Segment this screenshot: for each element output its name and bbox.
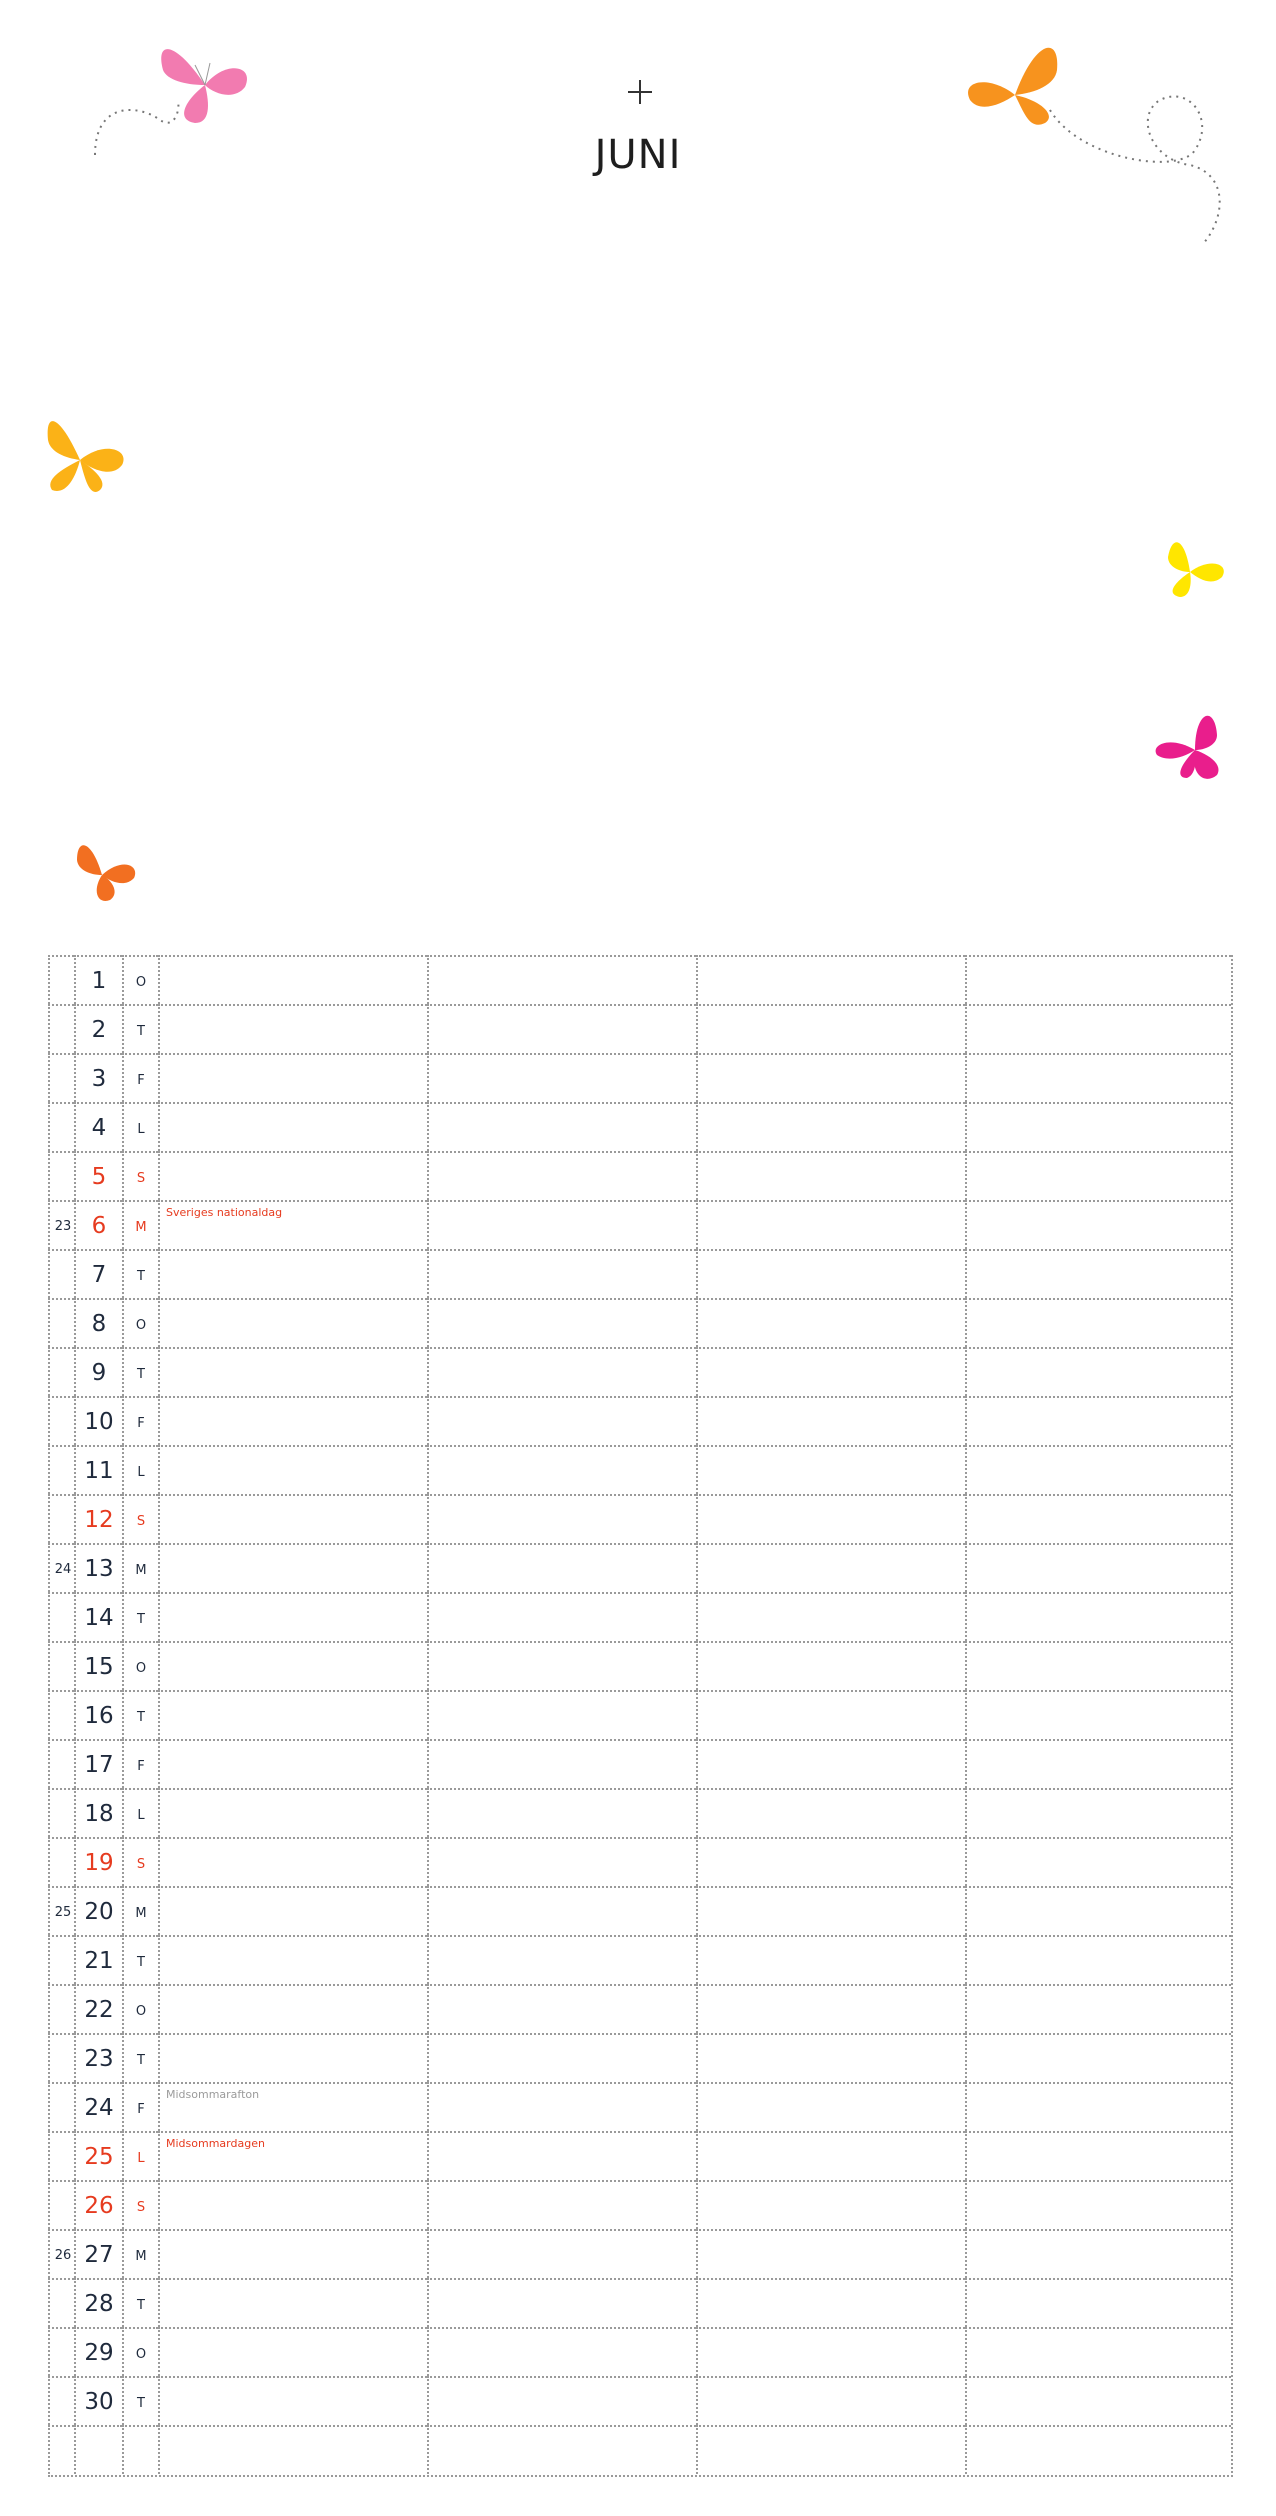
day-number: 19 [74, 1837, 122, 1886]
week-cell [48, 2033, 74, 2082]
note-cell-3[interactable] [696, 1837, 965, 1886]
note-cell-4[interactable] [965, 2376, 1231, 2425]
note-cell-3[interactable] [696, 1788, 965, 1837]
note-cell-3[interactable] [696, 1886, 965, 1935]
note-cell-1[interactable] [158, 2180, 427, 2229]
note-cell-4[interactable] [965, 1592, 1231, 1641]
weekday-letter: T [122, 2376, 158, 2425]
butterfly-yellow-icon [1168, 542, 1224, 597]
day-number: 11 [74, 1445, 122, 1494]
day-row [48, 1592, 1231, 1641]
week-number: 24 [54, 1562, 72, 1577]
note-cell-1[interactable] [158, 1249, 427, 1298]
day-number: 20 [74, 1886, 122, 1935]
note-cell-2[interactable] [427, 1004, 696, 1053]
week-cell [48, 1445, 74, 1494]
day-row [48, 1739, 1231, 1788]
note-cell-3[interactable] [696, 1543, 965, 1592]
note-cell-2[interactable] [427, 1396, 696, 1445]
day-number: 13 [74, 1543, 122, 1592]
note-cell-4[interactable] [965, 1151, 1231, 1200]
day-row [48, 2376, 1231, 2425]
note-cell-4[interactable] [965, 1200, 1231, 1249]
day-row [48, 1004, 1231, 1053]
note-cell-4[interactable] [965, 1543, 1231, 1592]
holiday-note: Midsommarafton [166, 2088, 260, 2101]
note-cell-2[interactable] [427, 1053, 696, 1102]
day-row [48, 2327, 1231, 2376]
week-cell [48, 2327, 74, 2376]
day-row [48, 2082, 1231, 2131]
weekday-letter: O [122, 1641, 158, 1690]
note-cell-4[interactable] [965, 2278, 1231, 2327]
note-cell-2[interactable] [427, 1347, 696, 1396]
day-row [48, 1984, 1231, 2033]
note-cell-4[interactable] [965, 2229, 1231, 2278]
note-cell-1[interactable] [158, 955, 427, 1004]
day-number: 22 [74, 1984, 122, 2033]
week-cell [48, 1347, 74, 1396]
note-cell-2[interactable] [427, 1249, 696, 1298]
weekday-letter [122, 2425, 158, 2474]
week-number: 23 [54, 1219, 72, 1234]
note-cell-3[interactable] [696, 1592, 965, 1641]
week-cell [48, 2082, 74, 2131]
note-cell-1[interactable] [158, 2082, 427, 2131]
weekday-letter: M [122, 1200, 158, 1249]
week-cell [48, 1396, 74, 1445]
note-cell-2[interactable] [427, 1445, 696, 1494]
note-cell-1[interactable] [158, 1592, 427, 1641]
day-row [48, 1641, 1231, 1690]
note-cell-1[interactable] [158, 1347, 427, 1396]
note-cell-4[interactable] [965, 1347, 1231, 1396]
week-cell [48, 1592, 74, 1641]
week-cell [48, 955, 74, 1004]
note-cell-3[interactable] [696, 2327, 965, 2376]
note-cell-4[interactable] [965, 2327, 1231, 2376]
day-number: 27 [74, 2229, 122, 2278]
day-row [48, 2131, 1231, 2180]
week-cell [48, 1298, 74, 1347]
day-row [48, 1886, 1231, 1935]
note-cell-2[interactable] [427, 1200, 696, 1249]
week-cell [48, 2229, 74, 2278]
note-cell-1[interactable] [158, 1788, 427, 1837]
note-cell-4[interactable] [965, 2131, 1231, 2180]
weekday-letter: T [122, 2278, 158, 2327]
note-cell-4[interactable] [965, 2033, 1231, 2082]
day-number: 6 [74, 1200, 122, 1249]
day-row [48, 1200, 1231, 1249]
note-cell-2[interactable] [427, 1690, 696, 1739]
note-cell-4[interactable] [965, 1494, 1231, 1543]
weekday-letter: O [122, 2327, 158, 2376]
note-cell-4[interactable] [965, 1739, 1231, 1788]
weekday-letter: O [122, 1298, 158, 1347]
weekday-letter: S [122, 2180, 158, 2229]
week-cell [48, 1494, 74, 1543]
calendar-grid [48, 955, 1233, 2477]
weekday-letter: L [122, 2131, 158, 2180]
day-number: 15 [74, 1641, 122, 1690]
note-cell-1[interactable] [158, 1445, 427, 1494]
week-cell [48, 1788, 74, 1837]
note-cell-4[interactable] [965, 1788, 1231, 1837]
day-number: 12 [74, 1494, 122, 1543]
week-cell [48, 1837, 74, 1886]
note-cell-1[interactable] [158, 2033, 427, 2082]
note-cell-1[interactable] [158, 2131, 427, 2180]
note-cell-4[interactable] [965, 2425, 1231, 2474]
day-row [48, 1298, 1231, 1347]
weekday-letter: T [122, 2033, 158, 2082]
butterfly-magenta-icon [1156, 716, 1219, 779]
day-number: 21 [74, 1935, 122, 1984]
note-cell-1[interactable] [158, 1690, 427, 1739]
note-cell-1[interactable] [158, 1543, 427, 1592]
note-cell-2[interactable] [427, 1641, 696, 1690]
day-number: 23 [74, 2033, 122, 2082]
day-number [74, 2425, 122, 2474]
day-number: 3 [74, 1053, 122, 1102]
note-cell-4[interactable] [965, 1984, 1231, 2033]
note-cell-1[interactable] [158, 1298, 427, 1347]
day-number: 24 [74, 2082, 122, 2131]
week-cell [48, 1004, 74, 1053]
week-cell [48, 1984, 74, 2033]
note-cell-2[interactable] [427, 2082, 696, 2131]
note-cell-2[interactable] [427, 955, 696, 1004]
day-number: 14 [74, 1592, 122, 1641]
note-cell-4[interactable] [965, 1298, 1231, 1347]
butterfly-amber-icon [48, 421, 124, 492]
note-cell-4[interactable] [965, 1641, 1231, 1690]
day-row [48, 1102, 1231, 1151]
week-number: 26 [54, 2248, 72, 2263]
note-cell-2[interactable] [427, 2180, 696, 2229]
note-cell-3[interactable] [696, 1935, 965, 1984]
note-cell-4[interactable] [965, 1053, 1231, 1102]
day-number: 25 [74, 2131, 122, 2180]
note-cell-1[interactable] [158, 1151, 427, 1200]
day-row [48, 1053, 1231, 1102]
note-cell-2[interactable] [427, 2033, 696, 2082]
weekday-letter: S [122, 1494, 158, 1543]
weekday-letter: F [122, 1053, 158, 1102]
note-cell-2[interactable] [427, 1788, 696, 1837]
note-cell-1[interactable] [158, 2278, 427, 2327]
note-cell-3[interactable] [696, 1739, 965, 1788]
note-cell-1[interactable] [158, 1837, 427, 1886]
note-cell-1[interactable] [158, 1102, 427, 1151]
day-number: 29 [74, 2327, 122, 2376]
week-cell [48, 2425, 74, 2474]
week-cell [48, 1200, 74, 1249]
note-cell-1[interactable] [158, 1641, 427, 1690]
day-number: 26 [74, 2180, 122, 2229]
day-number: 10 [74, 1396, 122, 1445]
week-cell [48, 2180, 74, 2229]
note-cell-1[interactable] [158, 2376, 427, 2425]
day-number: 8 [74, 1298, 122, 1347]
weekday-letter: T [122, 1935, 158, 1984]
note-cell-2[interactable] [427, 2425, 696, 2474]
day-row [48, 1396, 1231, 1445]
note-cell-2[interactable] [427, 2376, 696, 2425]
day-number: 5 [74, 1151, 122, 1200]
note-cell-3[interactable] [696, 2229, 965, 2278]
note-cell-4[interactable] [965, 2180, 1231, 2229]
day-row [48, 1249, 1231, 1298]
week-cell [48, 1739, 74, 1788]
note-cell-3[interactable] [696, 2131, 965, 2180]
day-row [48, 1935, 1231, 1984]
day-row [48, 1543, 1231, 1592]
note-cell-4[interactable] [965, 1837, 1231, 1886]
month-title: JUNI [594, 132, 682, 178]
day-number: 30 [74, 2376, 122, 2425]
week-cell [48, 2376, 74, 2425]
note-cell-3[interactable] [696, 1102, 965, 1151]
week-cell [48, 1690, 74, 1739]
day-row [48, 1347, 1231, 1396]
note-cell-2[interactable] [427, 1298, 696, 1347]
note-cell-1[interactable] [158, 2425, 427, 2474]
day-row [48, 1494, 1231, 1543]
note-cell-3[interactable] [696, 1445, 965, 1494]
week-number: 25 [54, 1905, 72, 1920]
note-cell-4[interactable] [965, 1396, 1231, 1445]
note-cell-1[interactable] [158, 1053, 427, 1102]
weekday-letter: M [122, 1543, 158, 1592]
day-number: 16 [74, 1690, 122, 1739]
note-cell-2[interactable] [427, 2327, 696, 2376]
weekday-letter: L [122, 1445, 158, 1494]
note-cell-3[interactable] [696, 1298, 965, 1347]
note-cell-2[interactable] [427, 1102, 696, 1151]
holiday-note: Midsommardagen [166, 2137, 265, 2150]
weekday-letter: L [122, 1102, 158, 1151]
weekday-letter: T [122, 1690, 158, 1739]
note-cell-1[interactable] [158, 1004, 427, 1053]
weekday-letter: S [122, 1837, 158, 1886]
weekday-letter: T [122, 1592, 158, 1641]
note-cell-4[interactable] [965, 1445, 1231, 1494]
week-cell [48, 2278, 74, 2327]
day-number: 1 [74, 955, 122, 1004]
note-cell-1[interactable] [158, 1886, 427, 1935]
weekday-letter: M [122, 2229, 158, 2278]
week-cell [48, 2131, 74, 2180]
note-cell-2[interactable] [427, 1935, 696, 1984]
note-cell-1[interactable] [158, 1200, 427, 1249]
weekday-letter: S [122, 1151, 158, 1200]
note-cell-2[interactable] [427, 1151, 696, 1200]
note-cell-3[interactable] [696, 2278, 965, 2327]
butterfly-pink-icon [161, 49, 247, 123]
note-cell-1[interactable] [158, 1935, 427, 1984]
day-row [48, 955, 1231, 1004]
day-number: 4 [74, 1102, 122, 1151]
week-cell [48, 1102, 74, 1151]
note-cell-2[interactable] [427, 1543, 696, 1592]
weekday-letter: F [122, 1396, 158, 1445]
note-cell-1[interactable] [158, 2229, 427, 2278]
note-cell-2[interactable] [427, 2278, 696, 2327]
day-row [48, 2278, 1231, 2327]
day-row [48, 2229, 1231, 2278]
note-cell-3[interactable] [696, 1690, 965, 1739]
note-cell-2[interactable] [427, 1592, 696, 1641]
note-cell-4[interactable] [965, 2082, 1231, 2131]
note-cell-4[interactable] [965, 1004, 1231, 1053]
butterfly-orange-icon [968, 48, 1057, 125]
note-cell-2[interactable] [427, 1837, 696, 1886]
week-cell [48, 1641, 74, 1690]
note-cell-4[interactable] [965, 1690, 1231, 1739]
note-cell-3[interactable] [696, 955, 965, 1004]
note-cell-1[interactable] [158, 2327, 427, 2376]
note-cell-1[interactable] [158, 1984, 427, 2033]
weekday-letter: M [122, 1886, 158, 1935]
note-cell-4[interactable] [965, 1935, 1231, 1984]
note-cell-4[interactable] [965, 955, 1231, 1004]
note-cell-3[interactable] [696, 1249, 965, 1298]
note-cell-2[interactable] [427, 1886, 696, 1935]
note-cell-2[interactable] [427, 1494, 696, 1543]
day-row [48, 1445, 1231, 1494]
weekday-letter: O [122, 1984, 158, 2033]
note-cell-3[interactable] [696, 1151, 965, 1200]
day-row [48, 1837, 1231, 1886]
note-cell-1[interactable] [158, 1494, 427, 1543]
day-row [48, 2180, 1231, 2229]
note-cell-3[interactable] [696, 2033, 965, 2082]
week-cell [48, 1543, 74, 1592]
plus-mark [628, 80, 652, 104]
note-cell-3[interactable] [696, 1347, 965, 1396]
note-cell-3[interactable] [696, 1396, 965, 1445]
day-number: 9 [74, 1347, 122, 1396]
day-row [48, 1690, 1231, 1739]
day-number: 28 [74, 2278, 122, 2327]
note-cell-3[interactable] [696, 1053, 965, 1102]
day-number: 7 [74, 1249, 122, 1298]
note-cell-4[interactable] [965, 1102, 1231, 1151]
weekday-letter: T [122, 1249, 158, 1298]
note-cell-3[interactable] [696, 1984, 965, 2033]
note-cell-2[interactable] [427, 2131, 696, 2180]
note-cell-3[interactable] [696, 1641, 965, 1690]
week-cell [48, 1053, 74, 1102]
weekday-letter: T [122, 1004, 158, 1053]
week-cell [48, 1151, 74, 1200]
weekday-letter: F [122, 2082, 158, 2131]
day-number: 17 [74, 1739, 122, 1788]
day-row [48, 2425, 1231, 2474]
note-cell-3[interactable] [696, 1004, 965, 1053]
note-cell-2[interactable] [427, 1984, 696, 2033]
note-cell-1[interactable] [158, 1739, 427, 1788]
note-cell-3[interactable] [696, 1200, 965, 1249]
note-cell-1[interactable] [158, 1396, 427, 1445]
weekday-letter: O [122, 955, 158, 1004]
week-cell [48, 1935, 74, 1984]
weekday-letter: T [122, 1347, 158, 1396]
note-cell-2[interactable] [427, 1739, 696, 1788]
note-cell-3[interactable] [696, 2425, 965, 2474]
note-cell-3[interactable] [696, 2376, 965, 2425]
weekday-letter: F [122, 1739, 158, 1788]
butterfly-orange-small-icon [77, 845, 135, 901]
week-cell [48, 1886, 74, 1935]
note-cell-4[interactable] [965, 1249, 1231, 1298]
day-row [48, 1151, 1231, 1200]
day-row [48, 1788, 1231, 1837]
note-cell-2[interactable] [427, 2229, 696, 2278]
holiday-note: Sveriges nationaldag [166, 1206, 283, 1219]
day-number: 18 [74, 1788, 122, 1837]
note-cell-4[interactable] [965, 1886, 1231, 1935]
note-cell-3[interactable] [696, 2082, 965, 2131]
day-row [48, 2033, 1231, 2082]
note-cell-3[interactable] [696, 1494, 965, 1543]
note-cell-3[interactable] [696, 2180, 965, 2229]
week-cell [48, 1249, 74, 1298]
day-number: 2 [74, 1004, 122, 1053]
weekday-letter: L [122, 1788, 158, 1837]
